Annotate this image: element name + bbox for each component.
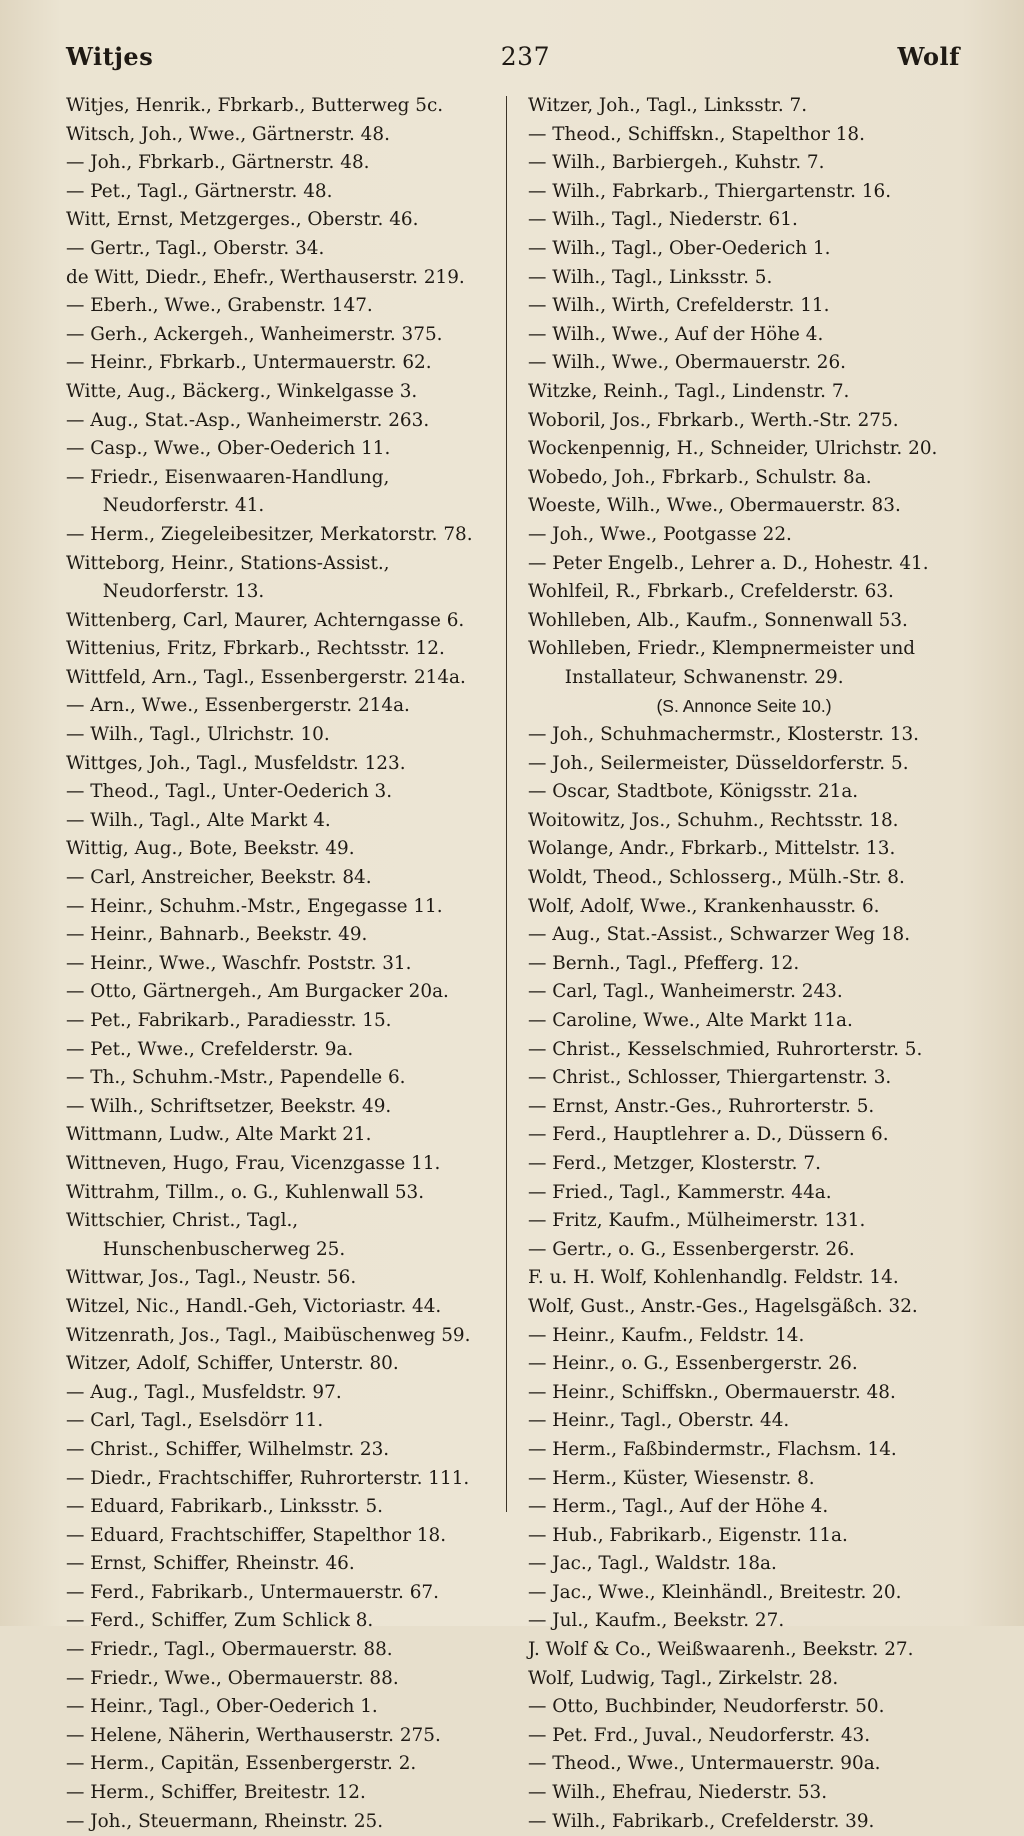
directory-entry: — Hub., Fabrikarb., Eigenstr. 11a. <box>528 1524 848 1546</box>
directory-entry: — Otto, Gärtnergeh., Am Burgacker 20a. <box>66 981 449 1003</box>
directory-entry: — Gerh., Ackergeh., Wanheimerstr. 375. <box>66 323 443 345</box>
directory-entry: Wolf, Adolf, Wwe., Krankenhausstr. 6. <box>528 895 880 917</box>
directory-entry: — Eberh., Wwe., Grabenstr. 147. <box>66 295 373 317</box>
directory-entry: Woitowitz, Jos., Schuhm., Rechtsstr. 18. <box>528 809 899 831</box>
directory-entry: Witteborg, Heinr., Stations-Assist., Neudorferstr. 13. <box>66 552 390 603</box>
directory-entry: — Aug., Tagl., Musfeldstr. 97. <box>66 1381 342 1403</box>
directory-entry: — Wilh., Schriftsetzer, Beekstr. 49. <box>66 1095 392 1117</box>
directory-entry: — Helene, Näherin, Werthauserstr. 275. <box>66 1724 441 1746</box>
running-header <box>66 42 960 92</box>
directory-entry: Wolange, Andr., Fbrkarb., Mittelstr. 13. <box>528 838 896 860</box>
directory-entry: — Heinr., o. G., Essenbergerstr. 26. <box>528 1353 858 1375</box>
directory-entry: Wittneven, Hugo, Frau, Vicenzgasse 11. <box>66 1152 441 1174</box>
directory-entry: — Peter Engelb., Lehrer a. D., Hohestr. 41. <box>528 552 929 574</box>
directory-entry: — Arn., Wwe., Essenbergerstr. 214a. <box>66 695 410 717</box>
directory-entry: — Heinr., Schuhm.-Mstr., Engegasse 11. <box>66 895 443 917</box>
directory-entry: — Wilh., Wwe., Obermauerstr. 26. <box>528 352 847 374</box>
directory-entry: Wittenius, Fritz, Fbrkarb., Rechtsstr. 12. <box>66 638 445 660</box>
directory-entry: Wittschier, Christ., Tagl., Hunschenbuscherweg 25. <box>66 1210 346 1260</box>
directory-entry: — Joh., Steuermann, Rheinstr. 25. <box>66 1810 384 1832</box>
directory-entry: F. u. H. Wolf, Kohlenhandlg. Feldstr. 14. <box>528 1267 899 1289</box>
directory-entry: — Christ., Schlosser, Thiergartenstr. 3. <box>528 1067 892 1089</box>
directory-entry: — Ferd., Metzger, Klosterstr. 7. <box>528 1152 821 1174</box>
directory-entry: Wohlleben, Alb., Kaufm., Sonnenwall 53. <box>528 609 908 631</box>
directory-entry: — Friedr., Eisenwaaren-Handlung, Neudorferstr. 41. <box>66 466 390 517</box>
directory-entry: — Heinr., Kaufm., Feldstr. 14. <box>528 1324 805 1346</box>
directory-entry: — Herm., Ziegeleibesitzer, Merkatorstr. 78. <box>66 523 473 545</box>
directory-entry: — Wilh., Tagl., Ulrichstr. 10. <box>66 724 330 746</box>
directory-entry: — Theod., Tagl., Unter-Oederich 3. <box>66 781 393 803</box>
directory-entry: — Wilh., Tagl., Alte Markt 4. <box>66 809 331 831</box>
directory-entry: — Heinr., Tagl., Ober-Oederich 1. <box>66 1696 378 1718</box>
directory-entry: — Ferd., Fabrikarb., Untermauerstr. 67. <box>66 1581 439 1603</box>
directory-entry: — Herm., Küster, Wiesenstr. 8. <box>528 1467 815 1489</box>
directory-entry: Wolf, Gust., Anstr.-Ges., Hagelsgäßch. 32. <box>528 1295 918 1317</box>
directory-entry: — Eduard, Frachtschiffer, Stapelthor 18. <box>66 1524 447 1546</box>
directory-entry: — Oscar, Stadtbote, Königsstr. 21a. <box>528 781 859 803</box>
directory-entry: — Pet., Wwe., Crefelderstr. 9a. <box>66 1038 354 1060</box>
directory-entry: — Herm., Faßbindermstr., Flachsm. 14. <box>528 1438 897 1460</box>
entry-columns <box>66 92 960 1836</box>
directory-entry: — Ernst, Schiffer, Rheinstr. 46. <box>66 1553 355 1575</box>
directory-entry: — Heinr., Wwe., Waschfr. Poststr. 31. <box>66 952 412 974</box>
directory-entry: — Diedr., Frachtschiffer, Ruhrorterstr. 111. <box>66 1467 470 1489</box>
directory-entry: — Heinr., Bahnarb., Beekstr. 49. <box>66 924 368 946</box>
directory-entry: — Jac., Tagl., Waldstr. 18a. <box>528 1553 777 1575</box>
directory-entry: Wolf, Ludwig, Tagl., Zirkelstr. 28. <box>528 1667 839 1689</box>
directory-entry: — Fritz, Kaufm., Mülheimerstr. 131. <box>528 1210 866 1232</box>
directory-entry: Wittfeld, Arn., Tagl., Essenbergerstr. 214a. <box>66 666 466 688</box>
directory-entry: — Wilh., Barbiergeh., Kuhstr. 7. <box>528 152 825 174</box>
directory-entry: Witt, Ernst, Metzgerges., Oberstr. 46. <box>66 209 419 231</box>
directory-entry: — Christ., Kesselschmied, Ruhrorterstr. 5. <box>528 1038 923 1060</box>
directory-entry: — Bernh., Tagl., Pfefferg. 12. <box>528 952 800 974</box>
directory-entry: Woldt, Theod., Schlosserg., Mülh.-Str. 8. <box>528 867 905 889</box>
directory-entry: — Christ., Schiffer, Wilhelmstr. 23. <box>66 1438 390 1460</box>
directory-entry: Wittig, Aug., Bote, Beekstr. 49. <box>66 838 355 860</box>
directory-entry: — Jul., Kaufm., Beekstr. 27. <box>528 1610 785 1632</box>
directory-entry: — Joh., Seilermeister, Düsseldorferstr. 5. <box>528 752 909 774</box>
directory-entry: — Caroline, Wwe., Alte Markt 11a. <box>528 1010 853 1031</box>
directory-entry: — Friedr., Wwe., Obermauerstr. 88. <box>66 1667 399 1689</box>
directory-entry: — Aug., Stat.-Assist., Schwarzer Weg 18. <box>528 924 911 946</box>
directory-entry: Wohlfeil, R., Fbrkarb., Crefelderstr. 63. <box>528 581 894 603</box>
directory-entry: — Wilh., Tagl., Ober-Oederich 1. <box>528 237 831 259</box>
directory-entry: Wittenberg, Carl, Maurer, Achterngasse 6. <box>66 609 465 631</box>
directory-entry: — Heinr., Schiffskn., Obermauerstr. 48. <box>528 1381 896 1403</box>
directory-entry: — Carl, Tagl., Eselsdörr 11. <box>66 1410 324 1432</box>
column-divider <box>506 96 507 1512</box>
directory-entry: Woeste, Wilh., Wwe., Obermauerstr. 83. <box>528 495 901 517</box>
directory-entry: — Aug., Stat.-Asp., Wanheimerstr. 263. <box>66 409 430 431</box>
directory-entry: — Pet., Fabrikarb., Paradiesstr. 15. <box>66 1010 392 1031</box>
directory-entry: — Ferd., Hauptlehrer a. D., Düssern 6. <box>528 1124 889 1146</box>
directory-entry: — Wilh., Tagl., Linksstr. 5. <box>528 266 773 288</box>
right-column <box>528 92 960 1836</box>
directory-entry: Wittwar, Jos., Tagl., Neustr. 56. <box>66 1267 357 1289</box>
directory-entry: — Wilh., Tagl., Niederstr. 61. <box>528 209 798 231</box>
directory-entry: Witsch, Joh., Wwe., Gärtnerstr. 48. <box>66 123 390 145</box>
directory-entry: — Jac., Wwe., Kleinhändl., Breitestr. 20. <box>528 1581 902 1603</box>
directory-entry: Witzel, Nic., Handl.-Geh, Victoriastr. 44. <box>66 1295 442 1317</box>
directory-entry: — Carl, Tagl., Wanheimerstr. 243. <box>528 981 843 1003</box>
directory-entry: — Eduard, Fabrikarb., Linksstr. 5. <box>66 1496 383 1518</box>
directory-entry: — Wilh., Wwe., Auf der Höhe 4. <box>528 323 824 345</box>
directory-entry: Wittges, Joh., Tagl., Musfeldstr. 123. <box>66 752 406 774</box>
directory-entry: — Otto, Buchbinder, Neudorferstr. 50. <box>528 1696 885 1718</box>
directory-entry: — Theod., Schiffskn., Stapelthor 18. <box>528 123 865 145</box>
header-left-catchword: Witjes <box>66 42 154 71</box>
directory-entry: — Th., Schuhm.-Mstr., Papendelle 6. <box>66 1067 406 1089</box>
directory-entry: — Carl, Anstreicher, Beekstr. 84. <box>66 867 372 889</box>
directory-entry: — Wilh., Ehefrau, Niederstr. 53. <box>528 1782 828 1804</box>
left-column <box>66 92 502 1836</box>
directory-entry: Witzke, Reinh., Tagl., Lindenstr. 7. <box>528 380 850 402</box>
directory-entry: — Pet. Frd., Juval., Neudorferstr. 43. <box>528 1724 871 1746</box>
directory-entry: — Joh., Fbrkarb., Gärtnerstr. 48. <box>66 152 370 174</box>
directory-entry: — Wilh., Wirth, Crefelderstr. 11. <box>528 295 830 317</box>
header-right-catchword: Wolf <box>897 42 960 71</box>
directory-entry: Witjes, Henrik., Fbrkarb., Butterweg 5c. <box>66 95 444 116</box>
directory-entry: J. Wolf & Co., Weißwaarenh., Beekstr. 27. <box>528 1639 914 1661</box>
directory-entry: Wittmann, Ludw., Alte Markt 21. <box>66 1124 372 1146</box>
directory-entry: — Herm., Tagl., Auf der Höhe 4. <box>528 1496 829 1518</box>
directory-entry: — Casp., Wwe., Ober-Oederich 11. <box>66 438 391 460</box>
directory-entry: Woboril, Jos., Fbrkarb., Werth.-Str. 275. <box>528 409 899 431</box>
directory-entry: Wittrahm, Tillm., o. G., Kuhlenwall 53. <box>66 1181 425 1203</box>
directory-entry: — Friedr., Tagl., Obermauerstr. 88. <box>66 1639 393 1661</box>
annonce-note: (S. Annonce Seite 10.) <box>656 696 832 717</box>
directory-entry: — Herm., Capitän, Essenbergerstr. 2. <box>66 1753 417 1775</box>
directory-entry: — Joh., Wwe., Pootgasse 22. <box>528 523 792 545</box>
directory-entry: — Heinr., Tagl., Oberstr. 44. <box>528 1410 790 1432</box>
directory-entry: Wohlleben, Friedr., Klempnermeister und Installateur, Schwanenstr. 29. <box>528 638 916 688</box>
directory-entry: — Herm., Schiffer, Breitestr. 12. <box>66 1782 366 1804</box>
directory-entry: de Witt, Diedr., Ehefr., Werthauserstr. 219. <box>66 266 465 288</box>
directory-entry: Witzenrath, Jos., Tagl., Maibüschenweg 59. <box>66 1324 471 1346</box>
directory-entry: — Heinr., Fbrkarb., Untermauerstr. 62. <box>66 352 432 374</box>
directory-entry: Witte, Aug., Bäckerg., Winkelgasse 3. <box>66 380 418 402</box>
page-number: 237 <box>500 42 550 71</box>
directory-entry: — Joh., Schuhmachermstr., Klosterstr. 13. <box>528 724 920 746</box>
directory-entry: — Wilh., Fabrkarb., Thiergartenstr. 16. <box>528 180 892 202</box>
directory-entry: — Gertr., Tagl., Oberstr. 34. <box>66 237 325 259</box>
directory-entry: — Ernst, Anstr.-Ges., Ruhrorterstr. 5. <box>528 1095 875 1117</box>
directory-entry: — Fried., Tagl., Kammerstr. 44a. <box>528 1181 832 1203</box>
directory-entry: — Ferd., Schiffer, Zum Schlick 8. <box>66 1610 374 1632</box>
directory-entry: Witzer, Joh., Tagl., Linksstr. 7. <box>528 95 808 116</box>
directory-entry: — Gertr., o. G., Essenbergerstr. 26. <box>528 1238 855 1260</box>
directory-entry: — Wilh., Fabrikarb., Crefelderstr. 39. <box>528 1810 875 1832</box>
directory-entry: — Theod., Wwe., Untermauerstr. 90a. <box>528 1753 881 1775</box>
directory-entry: — Pet., Tagl., Gärtnerstr. 48. <box>66 180 333 202</box>
directory-entry: Wockenpennig, H., Schneider, Ulrichstr. 20. <box>528 438 938 460</box>
directory-entry: Wobedo, Joh., Fbrkarb., Schulstr. 8a. <box>528 466 872 488</box>
directory-entry: Witzer, Adolf, Schiffer, Unterstr. 80. <box>66 1353 399 1375</box>
